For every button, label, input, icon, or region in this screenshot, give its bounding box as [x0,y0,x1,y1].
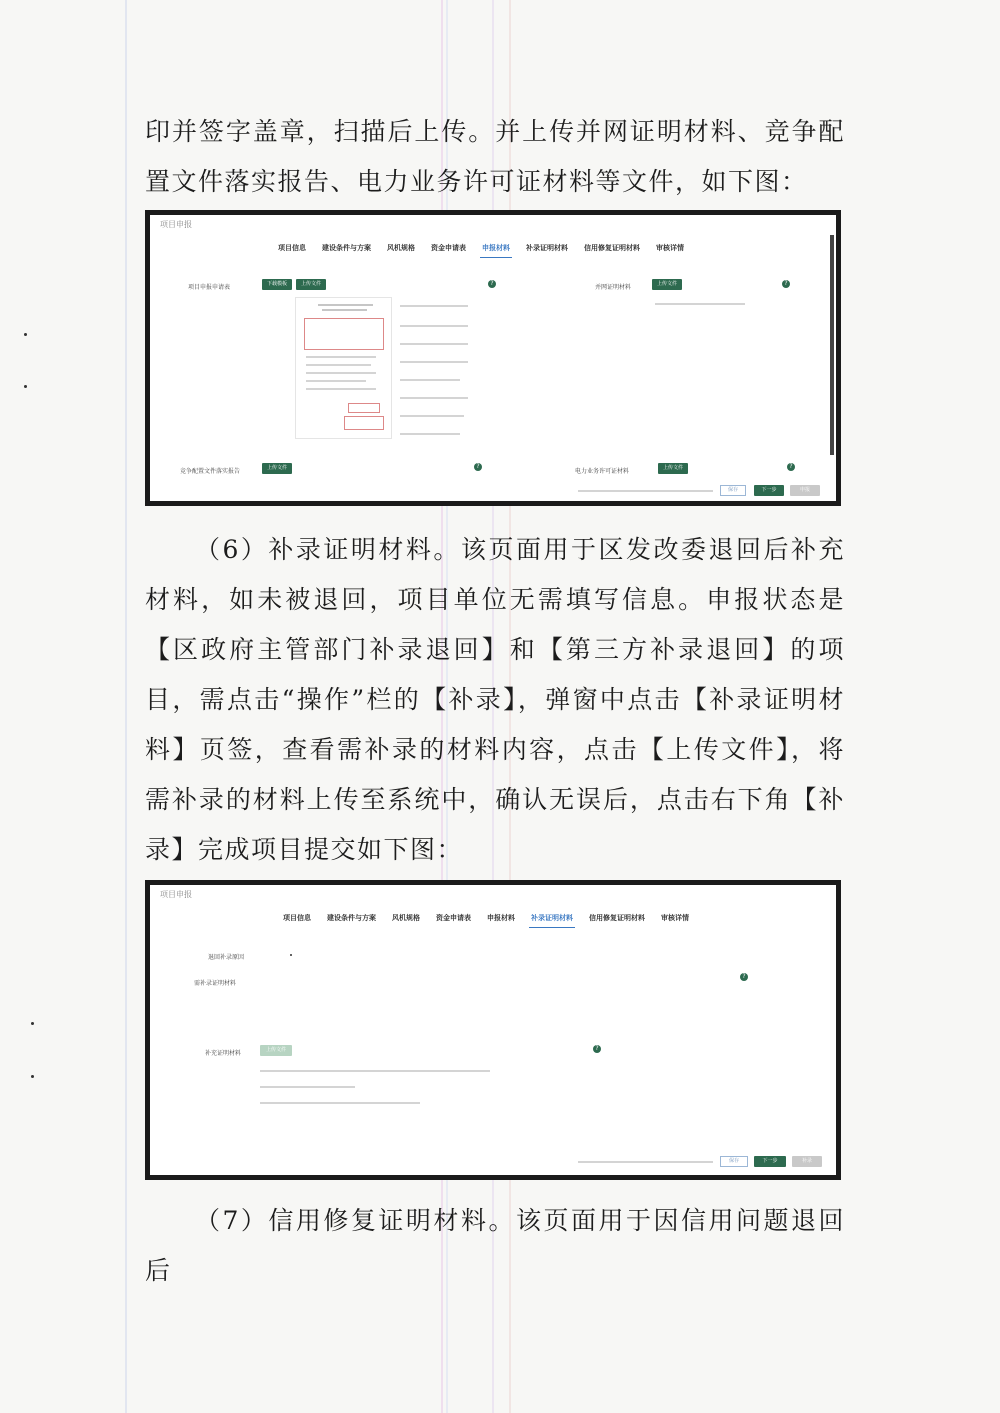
tab-construction[interactable]: 建设条件与方案 [327,914,376,922]
help-icon[interactable]: ? [474,463,482,471]
instruction-text [400,397,468,399]
upload-file-button[interactable]: 上传文件 [658,463,688,474]
help-icon[interactable]: ? [593,1045,601,1053]
tab-project-info[interactable]: 项目信息 [283,914,311,922]
grid-proof-label: 并网证明材料 [595,284,632,291]
uploaded-file-entry [655,303,745,305]
help-icon[interactable]: ? [488,280,496,288]
tab-review[interactable]: 审核详情 [656,244,684,252]
tab-supplement[interactable]: 补录证明材料 [523,913,581,923]
tab-bar [275,913,697,923]
upload-file-button[interactable]: 上传文件 [652,279,682,290]
instruction-text [400,305,468,307]
help-icon[interactable]: ? [782,280,790,288]
scan-speck [24,385,27,388]
scrollbar[interactable] [830,235,834,455]
instruction-text [400,433,460,435]
supplement-label: 补充证明材料 [205,1050,242,1057]
tab-declaration-materials[interactable]: 申报材料 [474,243,518,253]
tab-funding[interactable]: 资金申请表 [436,914,471,922]
instruction-text [260,1070,490,1072]
upload-file-button[interactable]: 上传文件 [260,1045,292,1056]
tab-review[interactable]: 审核详情 [661,914,689,922]
submit-button[interactable]: 补录 [792,1156,822,1167]
tab-bar [270,243,692,253]
instruction-text [400,415,464,417]
scan-speck [31,1022,34,1025]
screenshot-supplement-materials [145,880,841,1180]
materials-needed-label: 需补录证明材料 [194,980,237,987]
next-button[interactable]: 下一步 [754,1156,786,1167]
instruction-text [260,1102,420,1104]
footer-note [578,1161,713,1163]
paragraph: （7）信用修复证明材料。该页面用于因信用问题退回后 [145,1206,845,1285]
save-button[interactable]: 保存 [720,1156,748,1167]
scan-speck [24,333,27,336]
application-form-label: 项目申报申请表 [188,284,231,291]
next-button[interactable]: 下一步 [754,485,784,496]
instruction-text [400,325,468,327]
instruction-text [400,343,468,345]
instruction-text [400,379,460,381]
help-icon[interactable]: ? [787,463,795,471]
value-placeholder [290,954,292,956]
tab-construction[interactable]: 建设条件与方案 [322,244,371,252]
download-template-button[interactable]: 下载模板 [262,279,292,290]
tab-turbine[interactable]: 风机规格 [387,244,415,252]
upload-file-button[interactable]: 上传文件 [262,463,292,474]
tab-declaration-materials[interactable]: 申报材料 [487,914,515,922]
paragraph: （6）补录证明材料。该页面用于区发改委退回后补充材料，如未被退回，项目单位无需填写信息。申报状态是【区政府主管部门补录退回】和【第三方补录退回】的项目，需点击“操作”栏的【补录】，弹窗中点击【补录证明材料】页签，查看需补录的材料内容，点击【上传文件】，将需补录的材料上传至系统中，确认无误后，点击右下角【补录】完成项目提交如下图： [145,535,845,864]
tab-credit-repair[interactable]: 信用修复证明材料 [589,914,645,922]
tab-credit-repair[interactable]: 信用修复证明材料 [584,244,640,252]
footer-note [578,490,713,492]
tab-project-info[interactable]: 项目信息 [278,244,306,252]
paragraph: 印并签字盖章，扫描后上传。并上传并网证明材料、竞争配置文件落实报告、电力业务许可证材料等文件，如下图： [145,117,845,196]
return-reason-label: 退回补录原因 [208,954,245,961]
highlight-box [348,403,380,413]
screenshot-title: 项目申报 [160,220,192,229]
document-preview [295,297,392,439]
upload-file-button[interactable]: 上传文件 [296,279,326,290]
highlight-box [304,318,384,350]
help-icon[interactable]: ? [740,973,748,981]
screenshot-declaration-materials [145,210,841,506]
screenshot-title: 项目申报 [160,890,192,899]
scan-speck [31,1075,34,1078]
power-license-label: 电力业务许可证材料 [575,468,630,475]
tab-funding[interactable]: 资金申请表 [431,244,466,252]
instruction-text [260,1086,355,1088]
highlight-box [344,416,384,430]
competitive-report-label: 竞争配置文件落实报告 [180,468,241,475]
submit-button[interactable]: 申报 [790,485,820,496]
tab-supplement[interactable]: 补录证明材料 [526,244,568,252]
scan-line [125,0,127,1413]
instruction-text [400,361,468,363]
save-button[interactable]: 保存 [720,485,746,496]
tab-turbine[interactable]: 风机规格 [392,914,420,922]
